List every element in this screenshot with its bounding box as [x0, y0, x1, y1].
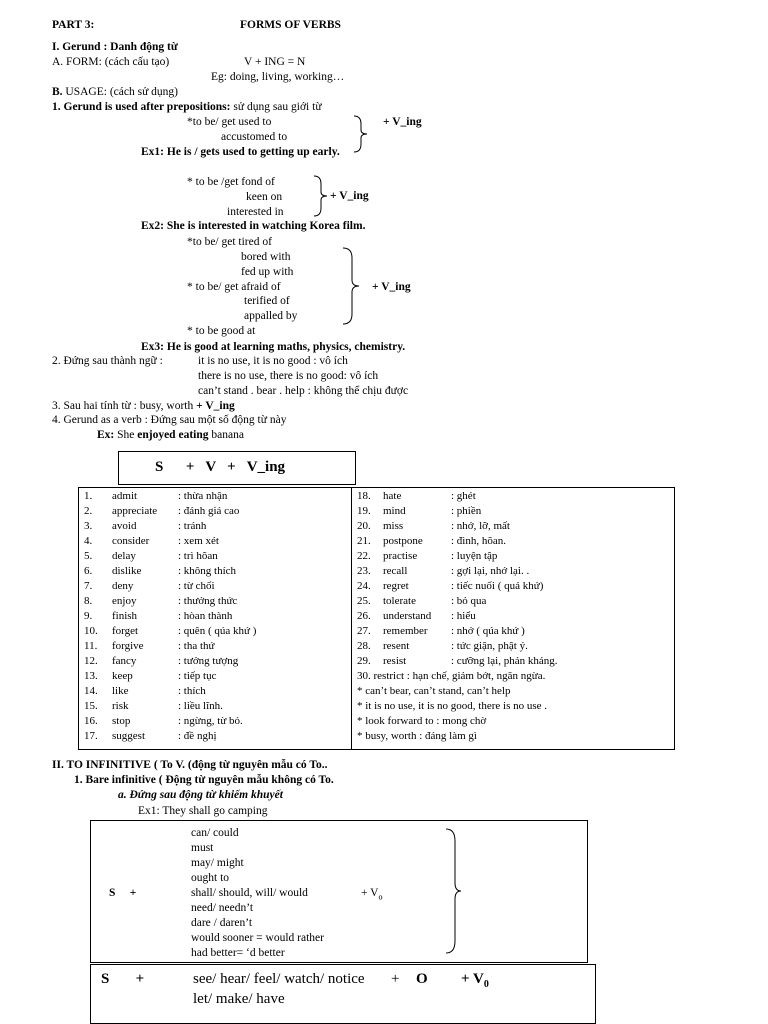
verb-word: resent [383, 640, 410, 652]
verb-word: forgive [112, 640, 144, 652]
brace-icon [352, 114, 370, 154]
verb-number: 14. [84, 685, 98, 697]
verb-meaning: : liều lĩnh. [178, 700, 223, 712]
verb-number: 3. [84, 520, 93, 532]
example-2: Ex2: She is interested in watching Korea film. [141, 220, 366, 232]
verb-row [357, 519, 510, 534]
verb-number: 7. [84, 580, 93, 592]
usage-2-line: can’t stand . bear . help : không thể chịu được [198, 385, 409, 397]
verb-word: deny [112, 580, 134, 592]
verb-word: resist [383, 655, 407, 667]
verb-row [357, 624, 525, 639]
group1-ving: + V_ing [383, 116, 422, 128]
verb-row [84, 594, 237, 609]
verb-word: stop [112, 715, 131, 727]
verb-word: dislike [112, 565, 142, 577]
verb-word: recall [383, 565, 408, 577]
verb-meaning: : hiểu [451, 610, 476, 622]
group3-item: *to be/ get tired of [187, 236, 272, 248]
verb-number: 6. [84, 565, 93, 577]
verb-word: delay [112, 550, 136, 562]
verb-row [84, 714, 243, 729]
verb-word: miss [383, 520, 404, 532]
verb-word: understand [383, 610, 432, 622]
verb-row [84, 684, 206, 699]
verb-number: 27. [357, 625, 371, 637]
verb-word: remember [383, 625, 428, 637]
group1-item: accustomed to [221, 131, 288, 143]
group3-item: terified of [244, 295, 290, 307]
verb-row [357, 549, 497, 564]
verb-word: practise [383, 550, 418, 562]
verb-row [84, 579, 215, 594]
group3-ving: + V_ing [372, 281, 411, 293]
verb-row [84, 669, 217, 684]
verb-number: 25. [357, 595, 371, 607]
verb-word: risk [112, 700, 129, 712]
group2-item: interested in [227, 206, 284, 218]
verb-number: 10. [84, 625, 98, 637]
verb-row [84, 519, 206, 534]
verb-meaning: : tiếc nuối ( quá khứ) [451, 580, 544, 592]
verb-note: * busy, worth : đáng làm gì [357, 730, 477, 742]
verb-row [357, 594, 486, 609]
verb-row [84, 549, 218, 564]
brace-icon [340, 246, 362, 326]
gerund-heading: I. Gerund : Danh động từ [52, 41, 178, 53]
modal-box [90, 820, 588, 963]
verb-word: hate [383, 490, 402, 502]
verb-meaning: : thừa nhận [178, 490, 228, 502]
verb-meaning: : xem xét [178, 535, 219, 547]
verb-number: 26. [357, 610, 371, 622]
verb-number: 19. [357, 505, 371, 517]
verb-word: admit [112, 490, 138, 502]
table-divider [351, 487, 352, 749]
verb-meaning: : cưỡng lại, phản kháng. [451, 655, 558, 667]
verb-row [84, 489, 227, 504]
brace-icon [443, 827, 463, 955]
verb-row [84, 504, 239, 519]
verb-meaning: : phiền [451, 505, 482, 517]
verb-row [357, 504, 481, 519]
verb-meaning: : đánh giá cao [178, 505, 240, 517]
formula-text: S + V + V_ing [155, 459, 286, 475]
perception-box [90, 964, 596, 1024]
modal-item: ought to [191, 872, 230, 884]
verb-note: * look forward to : mong chờ [357, 715, 487, 727]
verb-number: 21. [357, 535, 371, 547]
verb-meaning: : tha thứ [178, 640, 215, 652]
example-1: Ex1: He is / gets used to getting up early. [141, 146, 340, 158]
verb-meaning: : tiếp tục [178, 670, 217, 682]
verb-row [84, 609, 232, 624]
verb-number: 8. [84, 595, 93, 607]
group1-item: *to be/ get used to [187, 116, 272, 128]
modal-item: may/ might [191, 857, 244, 869]
verb-meaning: : tức giận, phật ý. [451, 640, 528, 652]
verb-meaning: : nhớ, lỡ, mất [451, 520, 510, 532]
page-title: FORMS OF VERBS [240, 19, 341, 31]
form-formula: V + ING = N [244, 56, 306, 68]
modal-item: dare / daren’t [191, 917, 253, 929]
verb-number: 5. [84, 550, 93, 562]
form-label: A. FORM: (cách cấu tạo) [52, 56, 170, 68]
verb-word: regret [383, 580, 409, 592]
verb-note: * it is no use, it is no good, there is no use . [357, 700, 548, 712]
verb-number: 15. [84, 700, 98, 712]
verb-number: 29. [357, 655, 371, 667]
verb-meaning: : đề nghị [178, 730, 217, 742]
verb-meaning: : gợi lại, nhớ lại. . [451, 565, 530, 577]
verb-number: 12. [84, 655, 98, 667]
modal-item: had better= ‘d better [191, 947, 285, 959]
modal-item: need/ needn’t [191, 902, 254, 914]
formula-box [118, 451, 356, 485]
verb-meaning: : quên ( qúa khứ ) [178, 625, 257, 637]
verb-word: forget [112, 625, 139, 637]
verb-number: 11. [84, 640, 98, 652]
group3-item: fed up with [241, 266, 294, 278]
verb-word: postpone [383, 535, 423, 547]
verb-row [357, 654, 557, 669]
verb-row [84, 534, 219, 549]
group2-item: * to be /get fond of [187, 176, 275, 188]
verb-note: * can’t bear, can’t stand, can’t help [357, 685, 511, 697]
verb-word: appreciate [112, 505, 158, 517]
modal-item: must [191, 842, 214, 854]
verb-number: 4. [84, 535, 93, 547]
verb-meaning: : thưởng thức [178, 595, 238, 607]
usage-1: 1. Gerund is used after prepositions: sử dụng sau giới từ [52, 101, 322, 113]
verb-word: fancy [112, 655, 137, 667]
verb-number: 1. [84, 490, 93, 502]
verb-meaning: : không thích [178, 565, 237, 577]
verb-number: 16. [84, 715, 98, 727]
infinitive-example: Ex1: They shall go camping [138, 805, 268, 817]
group4-item: * to be good at [187, 325, 256, 337]
verb-word: enjoy [112, 595, 137, 607]
part-label: PART 3: [52, 19, 95, 31]
verb-number: 23. [357, 565, 371, 577]
verb-word: consider [112, 535, 150, 547]
verb-note: 30. restrict : hạn chế, giảm bớt, ngăn ngừa. [357, 670, 546, 682]
usage-4: 4. Gerund as a verb : Đứng sau một số động từ này [52, 414, 287, 426]
verb-row [357, 489, 476, 504]
verb-meaning: : ngừng, từ bỏ. [178, 715, 243, 727]
modal-item: shall/ should, will/ would [191, 887, 308, 899]
modal-item: would sooner = would rather [191, 932, 324, 944]
example-3: Ex3: He is good at learning maths, physics, chemistry. [141, 341, 406, 353]
verb-meaning: : nhớ ( qúa khứ ) [451, 625, 525, 637]
modal-subheading: a. Đứng sau động từ khiếm khuyết [118, 789, 283, 801]
group3-item: appalled by [244, 310, 298, 322]
verb-meaning: : bỏ qua [451, 595, 487, 607]
verb-number: 24. [357, 580, 371, 592]
verb-meaning: : tránh [178, 520, 207, 532]
verb-row [357, 609, 476, 624]
usage-3: 3. Sau hai tính từ : busy, worth + V_ing [52, 400, 235, 412]
verb-word: avoid [112, 520, 137, 532]
usage-2-line: it is no use, it is no good : vô ích [198, 355, 348, 367]
verb-row [84, 699, 223, 714]
verb-word: finish [112, 610, 138, 622]
verb-row [84, 564, 236, 579]
verb-word: mind [383, 505, 406, 517]
verb-row [357, 639, 528, 654]
verb-number: 2. [84, 505, 93, 517]
modal-subject: S + [109, 887, 137, 899]
verb-word: like [112, 685, 129, 697]
verb-number: 17. [84, 730, 98, 742]
verb-number: 18. [357, 490, 371, 502]
verb-row [357, 579, 543, 594]
usage-line: B. USAGE: (cách sử dụng) [52, 86, 179, 98]
usage-2-label: 2. Đứng sau thành ngữ : [52, 355, 163, 367]
verb-number: 28. [357, 640, 371, 652]
verb-meaning: : từ chối [178, 580, 215, 592]
verb-number: 22. [357, 550, 371, 562]
verb-row [84, 639, 215, 654]
modal-v0: + $V_o$ [361, 887, 383, 902]
group2-item: keen on [246, 191, 283, 203]
verb-number: 13. [84, 670, 98, 682]
verb-meaning: : luyện tập [451, 550, 498, 562]
verb-row [84, 654, 238, 669]
verb-number: 20. [357, 520, 371, 532]
verb-meaning: : đình, hõan. [451, 535, 506, 547]
group3-item: * to be/ get afraid of [187, 281, 281, 293]
group3-item: bored with [241, 251, 291, 263]
modal-item: can/ could [191, 827, 239, 839]
verb-meaning: : trì hõan [178, 550, 218, 562]
verb-word: suggest [112, 730, 145, 742]
verb-meaning: : thích [178, 685, 206, 697]
verb-meaning: : tưởng tượng [178, 655, 239, 667]
verb-row [357, 564, 529, 579]
usage-2-line: there is no use, there is no good: vô ích [198, 370, 379, 382]
verb-row [84, 624, 256, 639]
bare-infinitive: 1. Bare infinitive ( Động từ nguyên mẫu không có To. [74, 774, 334, 786]
brace-icon [312, 174, 330, 218]
usage-4-example: Ex: She enjoyed eating banana [97, 429, 244, 441]
infinitive-heading: II. TO INFINITIVE ( To V. (động từ nguyên mẫu có To.. [52, 759, 328, 771]
perception-line-2: let/ make/ have [193, 991, 285, 1007]
verb-word: tolerate [383, 595, 416, 607]
verb-word: keep [112, 670, 133, 682]
verb-row [84, 729, 217, 744]
form-example: Eg: doing, living, working… [211, 71, 345, 83]
group2-ving: + V_ing [330, 190, 369, 202]
verb-meaning: : ghét [451, 490, 476, 502]
verb-row [357, 534, 506, 549]
verb-number: 9. [84, 610, 93, 622]
perception-line-1: S + see/ hear/ feel/ watch/ notice + O + $V_0$ [101, 971, 489, 990]
verb-meaning: : hòan thành [178, 610, 233, 622]
